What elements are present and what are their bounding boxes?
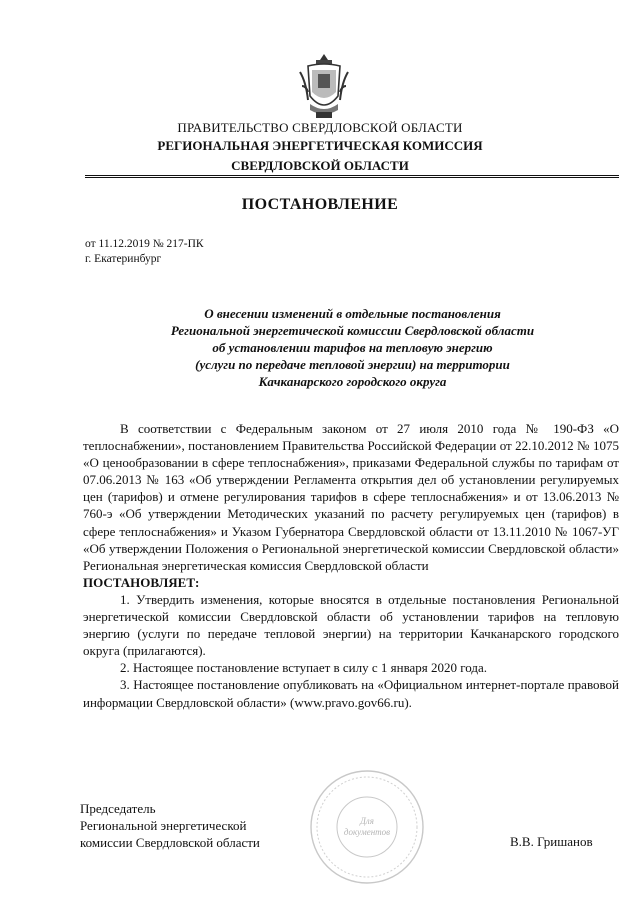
commission-name-line2: СВЕРДЛОВСКОЙ ОБЛАСТИ [231, 158, 409, 173]
official-stamp [308, 768, 426, 886]
coat-of-arms-icon [298, 52, 350, 120]
stamp-text-line1: Для [360, 816, 374, 826]
signatory-title-line: Председатель [80, 801, 156, 816]
document-date-number: от 11.12.2019 № 217-ПК [85, 238, 204, 250]
subject-line: об установлении тарифов на тепловую энергию [212, 340, 493, 355]
signatory-title [80, 800, 260, 851]
commission-name-line1: РЕГИОНАЛЬНАЯ ЭНЕРГЕТИЧЕСКАЯ КОМИССИЯ [157, 138, 483, 153]
subject-line: (услуги по передаче тепловой энергии) на территории [195, 357, 510, 372]
resolution-item-3: 3. Настоящее постановление опубликовать на «Официальном интернет-портале правовой информации Свердловской области» (www.pravo.gov66.ru). [83, 677, 619, 710]
resolution-item-1: 1. Утвердить изменения, которые вносятся в отдельные постановления Региональной энергетической комиссии Свердловской области об установлении тарифов на тепловую энергию (услуги по передаче тепловой энергии) на территории Качканарского городского округа (прилагаются). [83, 591, 619, 659]
subject-line: Региональной энергетической комиссии Свердловской области [170, 323, 535, 338]
signatory-title-line: Региональной энергетической [80, 818, 247, 833]
document-city: г. Екатеринбург [85, 253, 162, 265]
document-subject [100, 305, 605, 390]
preamble-paragraph: В соответствии с Федеральным законом от 27 июля 2010 года № 190-ФЗ «О теплоснабжении», постановлением Правительства Российской Федерации от 22.10.2012 № 1075 «О ценообразовании в сфере теплоснабжения», приказами Федеральной службы по тарифам от 07.06.2013 № 163 «Об утверждении Регламента открытия дел об установлении регулируемых цен (тарифов) и отмене регулирования тарифов в сфере теплоснабжения» и от 13.06.2013 № 760-э «Об утверждении Методических указаний по расчету регулируемых цен (тарифов) в сфере теплоснабжения» и Указом Губернатора Свердловской области от 13.11.2010 № 1067-УГ «Об утверждении Положения о Региональной энергетической комиссии Свердловской области» Региональная энергетическая комиссия Свердловской области [83, 421, 619, 573]
signatory-name: В.В. Гришанов [510, 834, 593, 849]
header-divider [85, 175, 619, 176]
document-title: ПОСТАНОВЛЕНИЕ [241, 196, 399, 213]
resolves-heading: ПОСТАНОВЛЯЕТ: [83, 574, 200, 590]
government-name: ПРАВИТЕЛЬСТВО СВЕРДЛОВСКОЙ ОБЛАСТИ [177, 120, 463, 135]
header-divider-second [85, 177, 619, 178]
subject-line: О внесении изменений в отдельные постановления [204, 306, 501, 321]
signatory-title-line: комиссии Свердловской области [80, 835, 260, 850]
resolution-item-2: 2. Настоящее постановление вступает в силу с 1 января 2020 года. [120, 660, 488, 676]
stamp-text-line2: документов [343, 827, 391, 837]
document-body [83, 420, 619, 711]
subject-line: Качканарского городского округа [258, 374, 447, 389]
